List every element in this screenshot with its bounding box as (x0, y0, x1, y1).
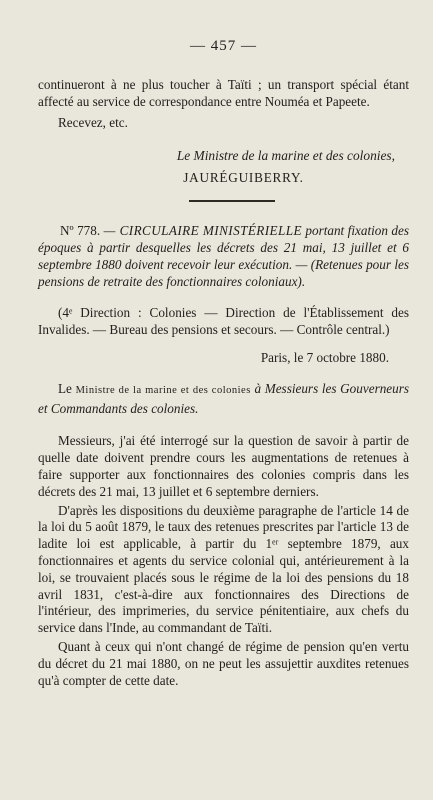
address-from-first: Le (58, 381, 72, 397)
paragraph-3: Quant à ceux qui n'ont changé de régime de pension qu'en vertu du décret du 21 mai 1880, on ne peut les assujettir auxdites retenues qu'à compter de cette date. (38, 638, 409, 688)
page-number: — 457 — (190, 38, 257, 54)
address-to: à Messieurs les Gouverneurs et Commandants des colonies. (38, 381, 410, 416)
address-from-rest: Ministre de la marine et des colonies (75, 385, 251, 397)
date-line: Paris, le 7 octobre 1880. (260, 350, 389, 366)
signature-title: Le Ministre de la marine et des colonies, (176, 148, 395, 164)
paragraph-1: Messieurs, j'ai été interrogé sur la question de savoir à partir de quelle date doivent prendre cours les augmentations de retenues à faire supporter aux fonctionnaires des colonies compris dans les décrets des 21 mai, 13 juillet et 6 septembre derniers. (38, 433, 409, 499)
closing-formula: Recevez, etc. (58, 114, 128, 130)
paragraph-2: D'après les dispositions du deuxième paragraphe de l'article 14 de la loi du 5 août 1879, le taux des retenues prescrites par l'article 13 de ladite loi est applicable, à partir du 1ᵉʳ septembre 1879, aux fonctionnaires et agents du service colonial qui, antérieurement à la loi, se trouvaient placés sous le régime de la loi des pensions du 18 avril 1831, c'est-à-dire aux fonctionnaires des Directions de l'intérieur, des imprimeries, du service pénitentiaire, aux chefs du service dans l'Inde, au commandant de Taïti. (38, 502, 409, 636)
continuation-paragraph: continueront à ne plus toucher à Taïti ; un transport spécial étant affecté au service de correspondance entre Nouméa et Papeete. (38, 77, 409, 109)
circular-subject: portant fixation des époques à partir desquelles les décrets des 21 mai, 13 juillet et 6 septembre 1880 doivent recevoir leur exécution. — (Retenues pour les pensions de retraite des fonctionnaires coloniaux). (38, 223, 409, 290)
circular-title: — CIRCULAIRE MINISTÉRIELLE (103, 223, 302, 239)
circular-number: Nº 778. (60, 223, 101, 239)
address-line (38, 380, 409, 417)
section-divider (189, 200, 275, 202)
direction-line: (4ᵉ Direction : Colonies — Direction de l'Établissement des Invalides. — Bureau des pensions et secours. — Contrôle central.) (38, 305, 409, 338)
signature-name: JAURÉGUIBERRY. (183, 170, 304, 186)
circular-heading (38, 222, 409, 290)
